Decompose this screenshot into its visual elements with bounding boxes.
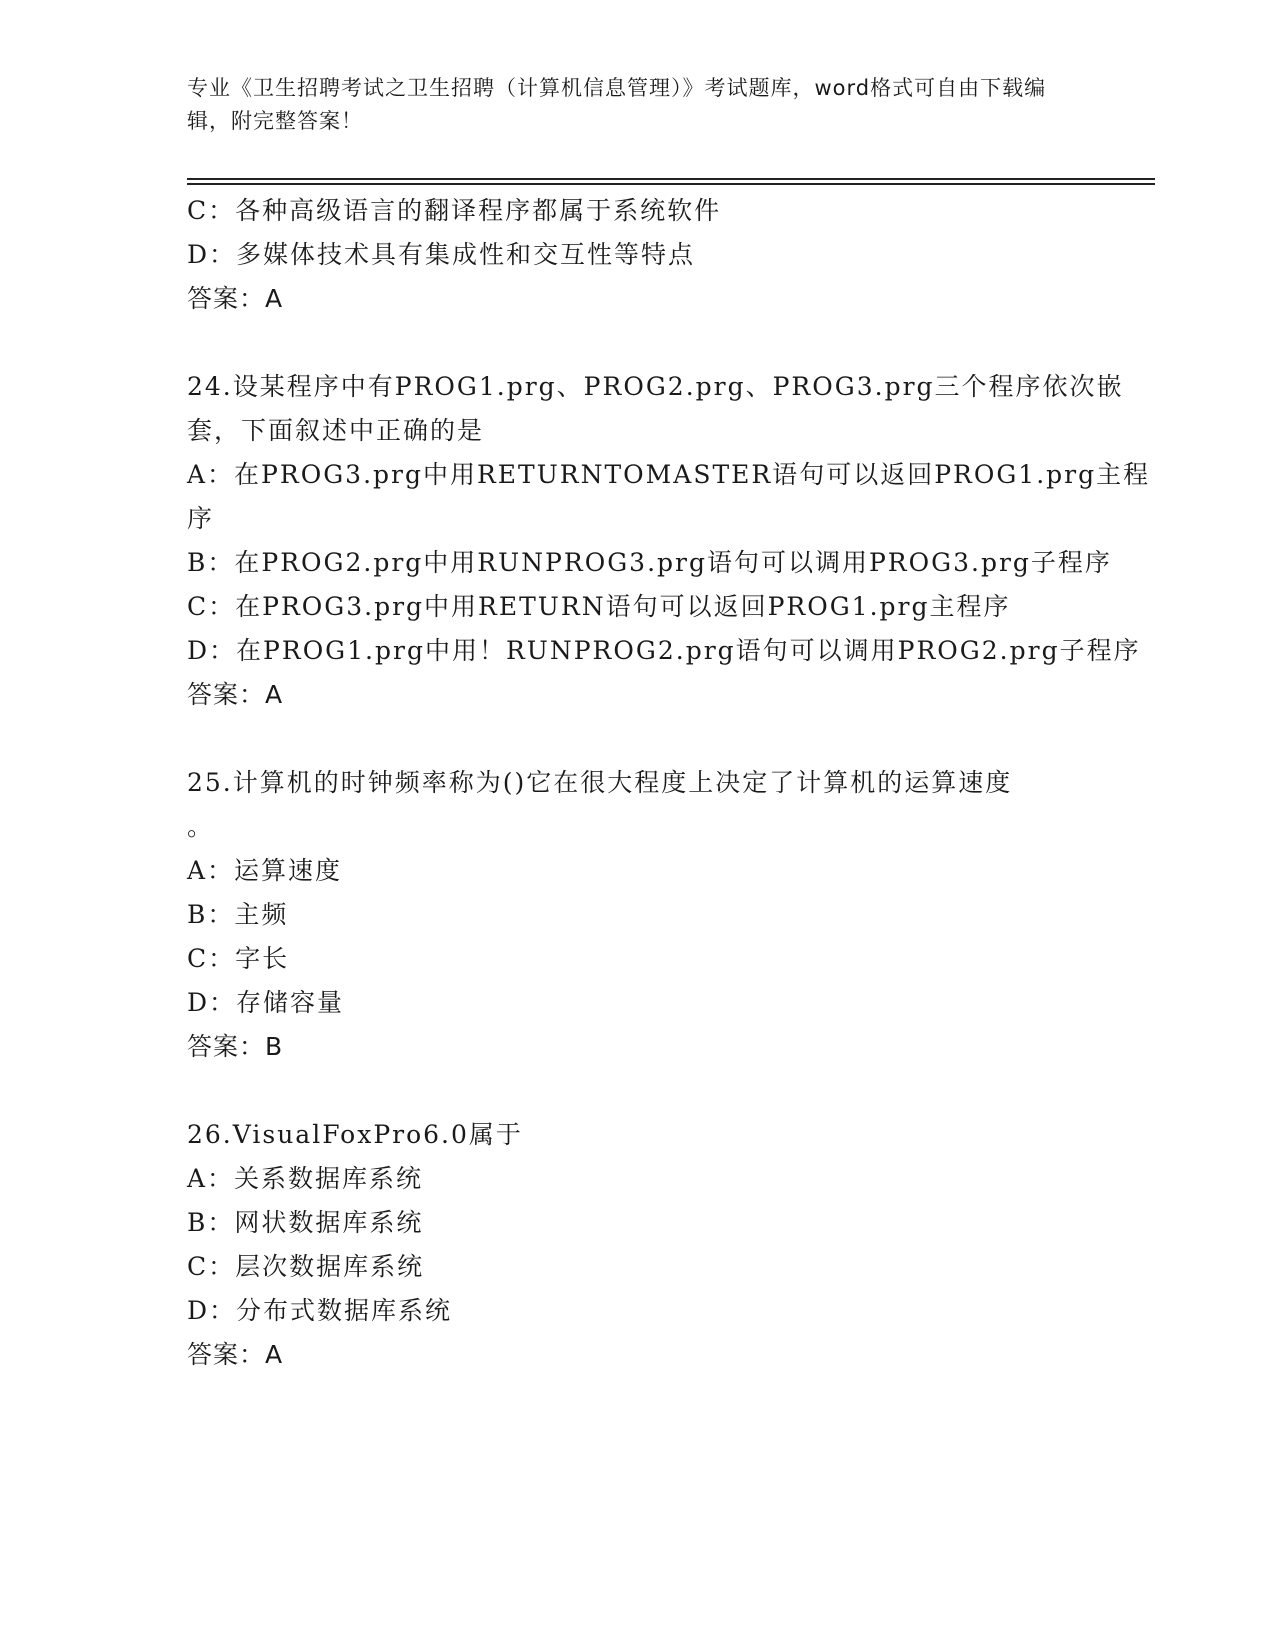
q24-option-b: B：在PROG2.prg中用RUNPROG3.prg语句可以调用PROG3.prg子程序 <box>187 548 1112 577</box>
q24-stem-line1: 24.设某程序中有PROG1.prg、PROG2.prg、PROG3.prg三个程序依次嵌 <box>187 372 1124 401</box>
q25-option-d: D：存储容量 <box>187 988 345 1017</box>
q26-option-d: D：分布式数据库系统 <box>187 1296 453 1325</box>
q25-stem-line1: 25.计算机的时钟频率称为()它在很大程度上决定了计算机的运算速度 <box>187 768 1013 797</box>
q25-stem-line2: 。 <box>187 812 215 841</box>
q24-stem-line2: 套，下面叙述中正确的是 <box>187 416 485 445</box>
q24-option-a-line2: 序 <box>187 504 215 533</box>
q24-option-a-line1: A：在PROG3.prg中用RETURNTOMASTER语句可以返回PROG1.prg主程 <box>187 460 1151 489</box>
q25-answer: 答案：B <box>187 1032 284 1061</box>
q24-option-c: C：在PROG3.prg中用RETURN语句可以返回PROG1.prg主程序 <box>187 592 1011 621</box>
q26-answer: 答案：A <box>187 1340 284 1369</box>
q23-option-c: C：各种高级语言的翻译程序都属于系统软件 <box>187 196 722 225</box>
header-divider-top <box>187 178 1155 180</box>
q26-option-b: B：网状数据库系统 <box>187 1208 424 1237</box>
q26-stem: 26.VisualFoxPro6.0属于 <box>187 1120 523 1149</box>
q24-answer: 答案：A <box>187 680 284 709</box>
q23-option-d: D：多媒体技术具有集成性和交互性等特点 <box>187 240 696 269</box>
q25-option-c: C：字长 <box>187 944 290 973</box>
q23-answer: 答案：A <box>187 284 284 313</box>
q26-option-c: C：层次数据库系统 <box>187 1252 425 1281</box>
q25-option-b: B：主频 <box>187 900 289 929</box>
q26-option-a: A：关系数据库系统 <box>187 1164 424 1193</box>
header-divider-bottom <box>187 183 1155 185</box>
document-header: 专业《卫生招聘考试之卫生招聘（计算机信息管理）》考试题库，word格式可自由下载编辑，附完整答案！ <box>187 76 1047 133</box>
q25-option-a: A：运算速度 <box>187 856 343 885</box>
q24-option-d: D：在PROG1.prg中用！RUNPROG2.prg语句可以调用PROG2.prg子程序 <box>187 636 1141 665</box>
